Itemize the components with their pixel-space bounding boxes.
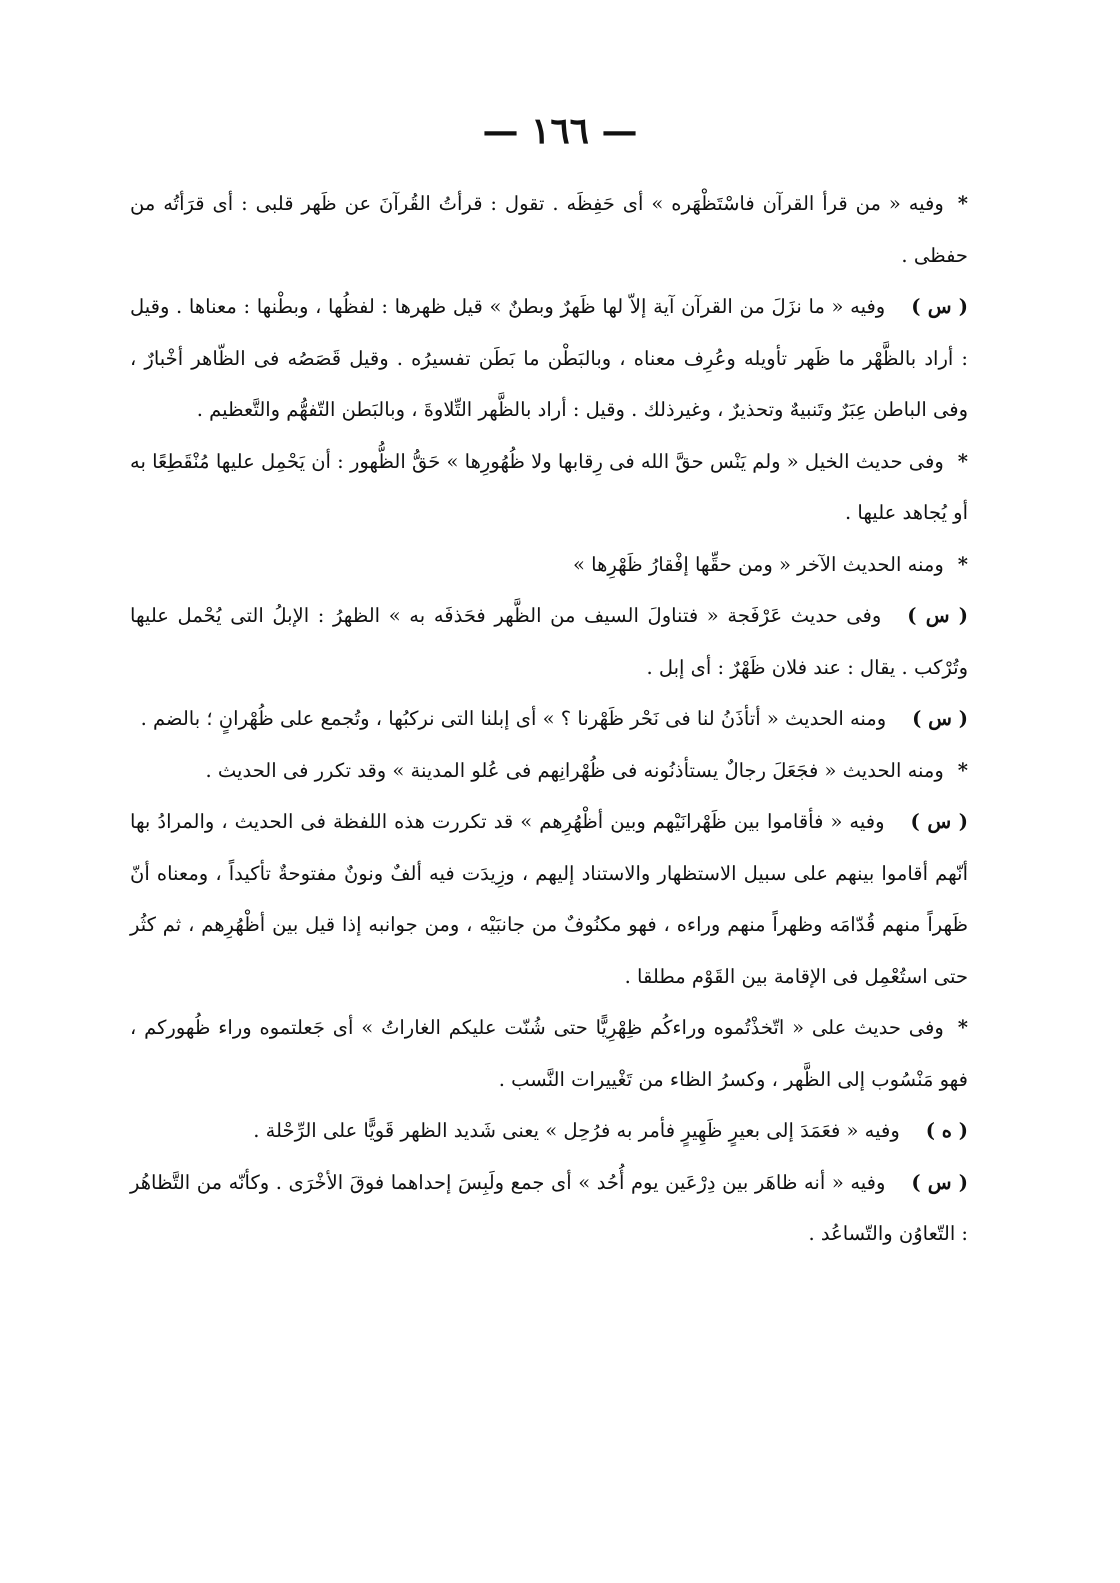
entry-11	[130, 1157, 968, 1260]
entry-10	[130, 1105, 968, 1157]
source-marker: ( س )	[910, 810, 968, 833]
entry-6	[130, 693, 968, 745]
entry-text: وفيه « أنه ظاهَر بين دِرْعَين يوم أُحُد » أى جمع ولَبِسَ إحداهما فوقَ الأخْرَى . وكأنّه من التَّظاهُر : التّعاوُن والتّساعُد .	[130, 1170, 968, 1245]
entry-text: وفيه « فعَمَدَ إلى بعيرٍ ظَهِيرٍ فأمر به فرُحِل » يعنى شَديد الظهر قَويًّا على الرِّحْلة .	[253, 1119, 900, 1142]
entry-3	[130, 436, 968, 539]
entry-text: ومنه الحديث « فجَعَلَ رجالٌ يستأذنُونه فى ظُهْرانِهم فى عُلو المدينة » وقد تكرر فى الحديث .	[205, 758, 944, 782]
entry-text: وفى حديث الخيل « ولم يَنْس حقَّ الله فى رِقابها ولا ظُهُورِها » حَقُّ الظُّهور : أن يَحْمِل عليها مُنْقَطِعًا به أو يُجاهد عليها .	[130, 449, 968, 524]
source-marker: ( ه )	[925, 1119, 968, 1142]
entry-marker: *	[957, 449, 968, 473]
entry-7	[130, 745, 968, 797]
entry-text: وفيه « ما نزَلَ من القرآن آية إلاّ لها ظَهرٌ وبطنٌ » قيل ظهرها : لفظُها ، وبطْنها : معناها . وقيل : أراد بالظَّهْر ما ظَهر تأويله وعُرِف معناه ، وبالبَطْن ما بَطَن تفسيرُه . وقيل قَصَصُه فى الظّاهر أخْبارٌ ، وفى الباطن عِبَرٌ وتَنبيهٌ وتحذيرٌ ، وغيرذلك . وقيل : أراد بالظَّهر التِّلاوةَ ، وبالبَطن التّفهُّم والتَّعظيم .	[130, 295, 968, 421]
page-number: — ١٦٦ —	[482, 110, 638, 152]
entry-text: وفيه « فأقاموا بين ظَهْرانَيْهم وبين أظْهُرِهم » قد تكررت هذه اللفظة فى الحديث ، والمرادُ بها أنّهم أقاموا بينهم على سبيل الاستظهار والاستناد إليهم ، وزِيدَت فيه ألفٌ ونونٌ مفتوحةٌ تأكيداً ، ومعناه أنّ ظَهراً منهم قُدّامَه وظهراً منهم وراءه ، فهو مكنُوفٌ من جانبَيْه ، ومن جوانبه إذا قيل بين أظْهُرِهم ، ثم كثُر حتى استُعْمِل فى الإقامة بين القَوْم مطلقا .	[130, 810, 968, 988]
source-marker: ( س )	[911, 1170, 969, 1194]
entry-text: وفيه « من قرأ القرآن فاسْتَظْهَره » أى حَفِظَه . تقول : قرأتُ القُرآنَ عن ظَهر قلبى : أى قرَأتُه من حفظى .	[130, 192, 968, 267]
source-marker: ( س )	[907, 604, 968, 627]
entry-text: ومنه الحديث الآخر « ومن حقِّها إفْقارُ ظَهْرِها »	[573, 552, 944, 576]
main-text	[130, 178, 968, 1260]
entry-9	[130, 1002, 968, 1105]
entry-1	[130, 178, 968, 281]
source-marker: ( س )	[911, 295, 968, 318]
entry-marker: *	[957, 1016, 968, 1039]
entry-text: وفى حديث على « اتّخذْتُموه وراءكُم ظِهْرِيًّا حتى شُنّت عليكم الغاراتُ » أى جَعلتموه وراء ظُهوركم ، فهو مَنْسُوب إلى الظَّهر ، وكسرُ الظاء من تَغْييرات النَّسب .	[130, 1016, 968, 1091]
entry-marker: *	[957, 758, 968, 782]
entry-marker: *	[957, 552, 968, 576]
entry-4	[130, 539, 968, 591]
entry-text: ومنه الحديث « أتأذَنُ لنا فى نَحْر ظَهْرنا ؟ » أى إبلنا التى نركبُها ، وتُجمع على ظُهْرانٍ ؛ بالضم .	[140, 707, 887, 730]
entry-5	[130, 590, 968, 693]
source-marker: ( س )	[912, 707, 968, 730]
entry-2	[130, 281, 968, 436]
entry-marker: *	[957, 192, 968, 215]
entry-8	[130, 796, 968, 1002]
entry-text: وفى حديث عَرْفَجة « فتناولَ السيف من الظَّهر فحَذفَه به » الظهرُ : الإبلُ التى يُحْمل عليها وتُرْكب . يقال : عند فلان ظَهْرٌ : أى إبل .	[130, 604, 968, 679]
